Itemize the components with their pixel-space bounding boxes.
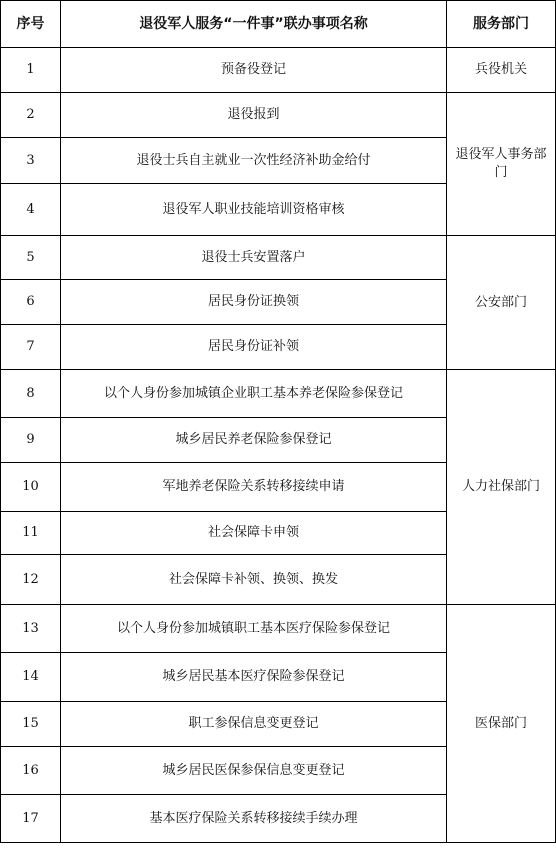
row-matter-name: 城乡居民养老保险参保登记 <box>61 418 447 463</box>
row-seq: 6 <box>1 280 61 325</box>
row-matter-name: 城乡居民基本医疗保险参保登记 <box>61 653 447 702</box>
row-matter-name: 以个人身份参加城镇企业职工基本养老保险参保登记 <box>61 370 447 418</box>
department-medical-insurance: 医保部门 <box>447 605 556 843</box>
table-row <box>1 93 556 138</box>
row-matter-name: 退役报到 <box>61 93 447 138</box>
row-matter-name: 退役士兵安置落户 <box>61 236 447 280</box>
row-seq: 13 <box>1 605 61 653</box>
header-seq: 序号 <box>1 1 61 48</box>
row-seq: 11 <box>1 512 61 555</box>
row-seq: 16 <box>1 747 61 795</box>
table-row <box>1 48 556 93</box>
row-matter-name: 社会保障卡申领 <box>61 512 447 555</box>
row-matter-name: 军地养老保险关系转移接续申请 <box>61 463 447 512</box>
department-military-service: 兵役机关 <box>447 48 556 93</box>
row-matter-name: 退役军人职业技能培训资格审核 <box>61 184 447 236</box>
row-matter-name: 基本医疗保险关系转移接续手续办理 <box>61 795 447 843</box>
row-matter-name: 居民身份证补领 <box>61 325 447 370</box>
row-matter-name: 社会保障卡补领、换领、换发 <box>61 555 447 605</box>
row-seq: 9 <box>1 418 61 463</box>
row-seq: 12 <box>1 555 61 605</box>
row-seq: 17 <box>1 795 61 843</box>
row-seq: 10 <box>1 463 61 512</box>
row-matter-name: 退役士兵自主就业一次性经济补助金给付 <box>61 138 447 184</box>
row-seq: 7 <box>1 325 61 370</box>
row-seq: 15 <box>1 702 61 747</box>
table-row <box>1 605 556 653</box>
row-matter-name: 以个人身份参加城镇职工基本医疗保险参保登记 <box>61 605 447 653</box>
row-matter-name: 城乡居民医保参保信息变更登记 <box>61 747 447 795</box>
row-seq: 3 <box>1 138 61 184</box>
row-seq: 5 <box>1 236 61 280</box>
department-public-security: 公安部门 <box>447 236 556 370</box>
header-department: 服务部门 <box>447 1 556 48</box>
row-matter-name: 预备役登记 <box>61 48 447 93</box>
row-seq: 4 <box>1 184 61 236</box>
table-row <box>1 370 556 418</box>
row-seq: 8 <box>1 370 61 418</box>
header-matter-name: 退役军人服务“一件事”联办事项名称 <box>61 1 447 48</box>
table-header-row <box>1 1 556 48</box>
row-matter-name: 职工参保信息变更登记 <box>61 702 447 747</box>
row-matter-name: 居民身份证换领 <box>61 280 447 325</box>
department-veterans-affairs: 退役军人事务部门 <box>447 93 556 236</box>
row-seq: 14 <box>1 653 61 702</box>
table-row <box>1 236 556 280</box>
department-human-resources-social-security: 人力社保部门 <box>447 370 556 605</box>
row-seq: 2 <box>1 93 61 138</box>
row-seq: 1 <box>1 48 61 93</box>
